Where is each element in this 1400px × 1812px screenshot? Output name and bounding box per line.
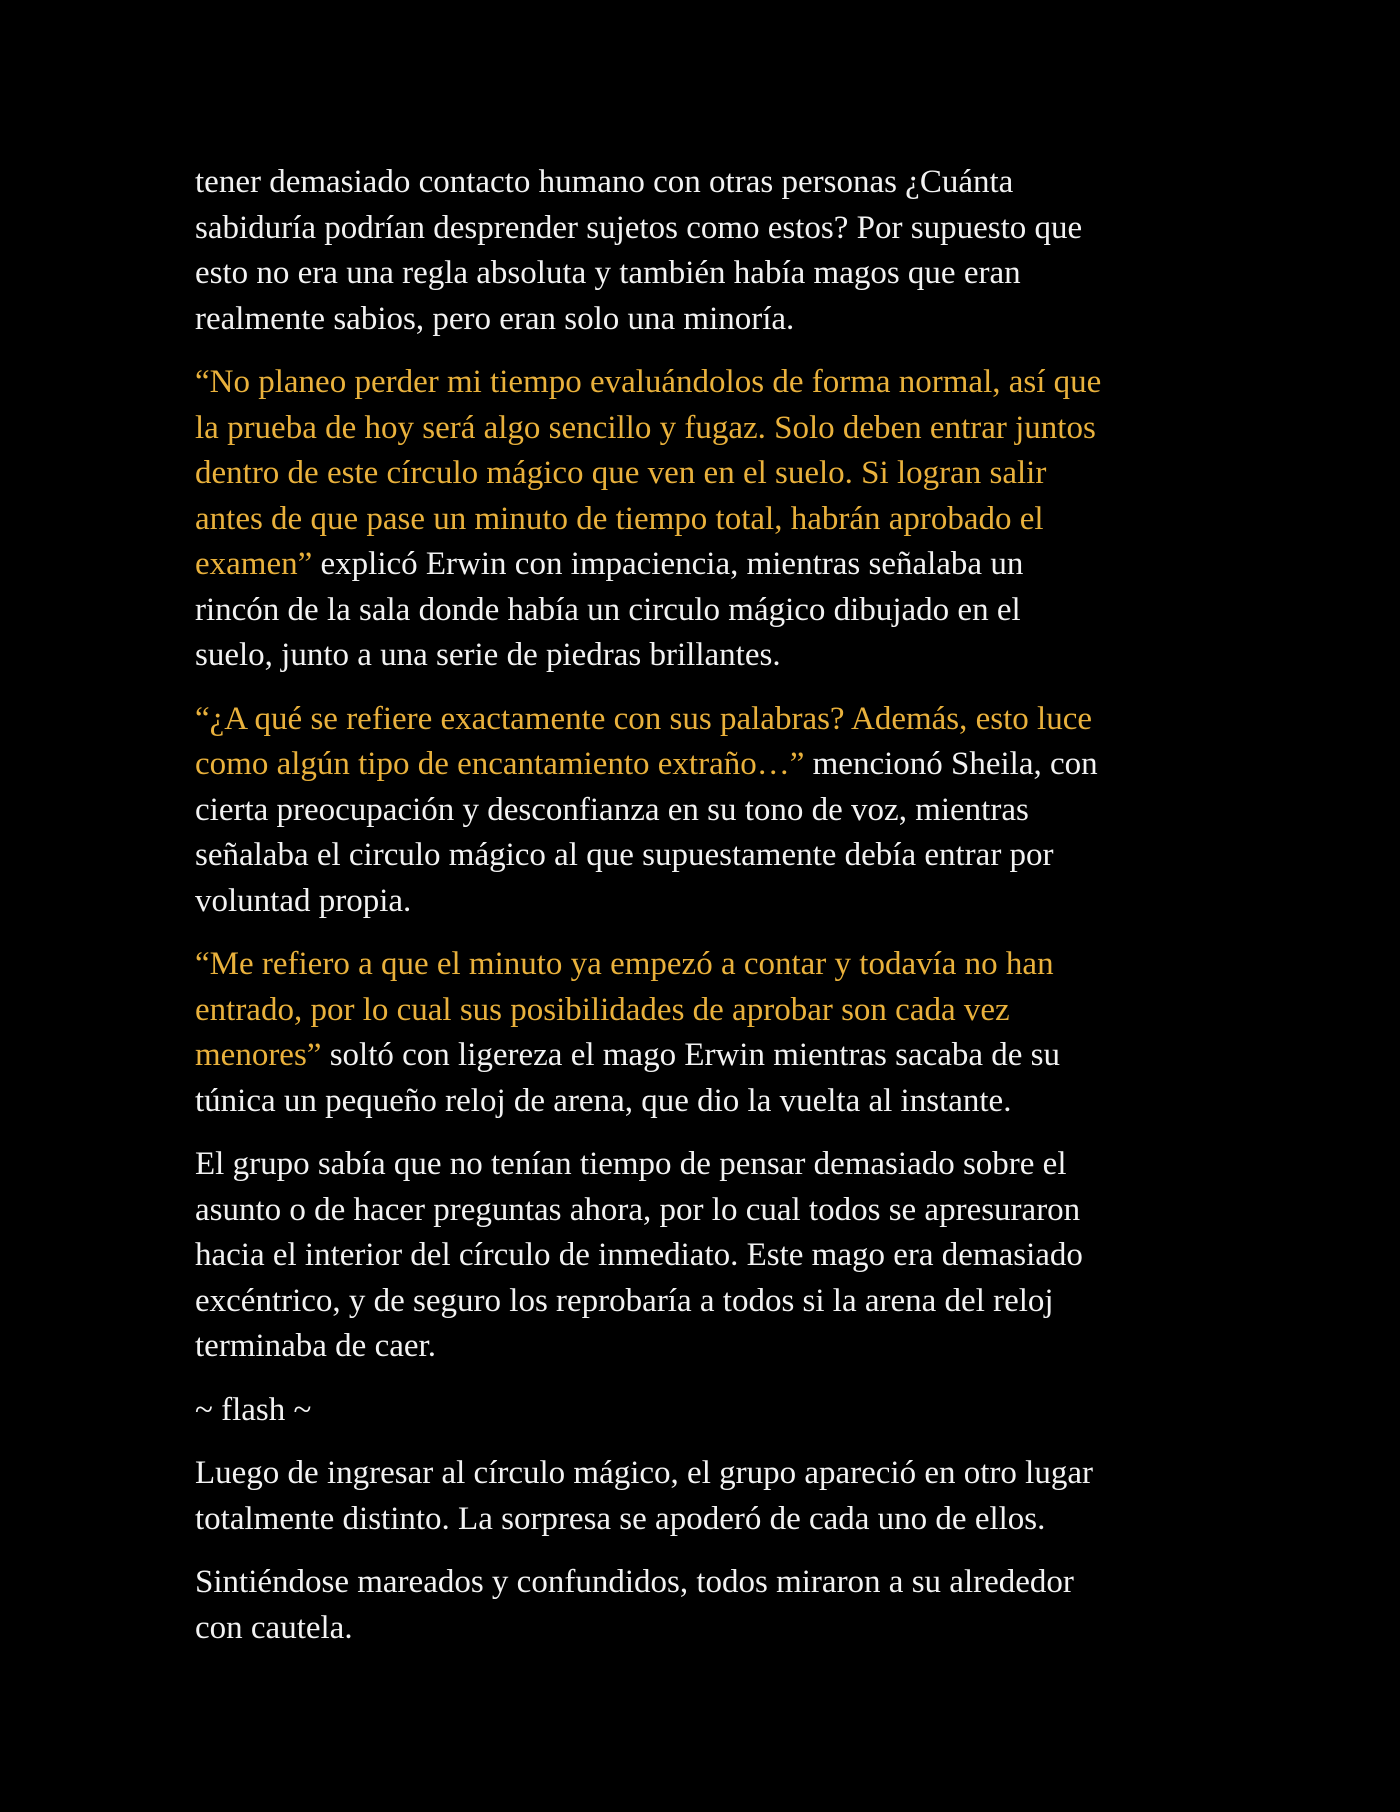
dialogue-text: “No planeo perder mi tiempo evaluándolos de forma normal, así que [195,364,1102,400]
narration-text: voluntad propia. [195,882,412,919]
narration-text: rincón de la sala donde había un circulo mágico dibujado en el [195,591,1021,628]
text-line [195,451,1215,497]
dialogue-text: “Me refiero a que el minuto ya empezó a contar y todavía no han [195,946,1054,982]
document-body [195,160,1215,1669]
narration-text: túnica un pequeño reloj de arena, que dio la vuelta al instante. [195,1082,1012,1119]
narration-text: terminaba de caer. [195,1328,436,1364]
text-line [195,360,1215,406]
text-line [195,1560,1215,1606]
narration-text: señalaba el circulo mágico al que supuestamente debía entrar por [195,837,1054,873]
text-line [195,1497,1215,1543]
dialogue-text: antes de que pase un minuto de tiempo total, habrán aprobado el [195,500,1044,537]
text-line [195,251,1215,297]
narration-text: esto no era una regla absoluta y también había magos que eran [195,255,1021,291]
narration-text: tener demasiado contacto humano con otras personas ¿Cuánta [195,164,1014,200]
text-line [195,697,1215,743]
narration-text: realmente sabios, pero eran solo una minoría. [195,300,795,337]
text-line [195,1233,1215,1279]
text-line [195,942,1215,988]
text-line [195,206,1215,252]
dialogue-text: dentro de este círculo mágico que ven en el suelo. Si logran salir [195,455,1047,491]
text-line [195,788,1215,834]
text-line [195,1033,1215,1079]
text-line [195,588,1215,634]
narration-text: soltó con ligereza el mago Erwin mientras sacaba de su [321,1037,1061,1073]
paragraph [195,360,1215,679]
dialogue-text: entrado, por lo cual sus posibilidades de aprobar son cada vez [195,991,1010,1028]
dialogue-text: “¿A qué se refiere exactamente con sus palabras? Además, esto luce [195,700,1093,737]
narration-text: mencionó Sheila, con [804,746,1098,782]
text-line [195,988,1215,1034]
narration-text: asunto o de hacer preguntas ahora, por lo cual todos se apresuraron [195,1191,1081,1228]
paragraph [195,942,1215,1124]
text-line [195,497,1215,543]
narration-text: Luego de ingresar al círculo mágico, el grupo apareció en otro lugar [195,1455,1093,1491]
narration-text: cierta preocupación y desconfianza en su tono de voz, mientras [195,791,1029,828]
text-line [195,633,1215,679]
narration-text: excéntrico, y de seguro los reprobaría a todos si la arena del reloj [195,1282,1054,1319]
text-line [195,1279,1215,1325]
narration-text: totalmente distinto. La sorpresa se apoderó de cada uno de ellos. [195,1500,1046,1537]
text-line [195,1079,1215,1125]
narration-text: suelo, junto a una serie de piedras brillantes. [195,637,781,673]
narration-text: explicó Erwin con impaciencia, mientras señalaba un [312,546,1024,582]
dialogue-text: como algún tipo de encantamiento extraño…” [195,746,805,782]
dialogue-text: menores” [195,1037,322,1073]
narration-text: ~ flash ~ [195,1391,312,1428]
dialogue-text: la prueba de hoy será algo sencillo y fugaz. Solo deben entrar juntos [195,409,1096,446]
paragraph [195,1560,1215,1651]
narration-text: Sintiéndose mareados y confundidos, todos miraron a su alrededor [195,1564,1074,1600]
narration-text: con cautela. [195,1609,353,1646]
narration-text: sabiduría podrían desprender sujetos como estos? Por supuesto que [195,209,1083,246]
paragraph [195,697,1215,925]
text-line [195,879,1215,925]
text-line [195,742,1215,788]
dialogue-text: examen” [195,546,313,582]
text-line [195,1324,1215,1370]
text-line [195,542,1215,588]
text-line [195,160,1215,206]
text-line [195,1142,1215,1188]
narration-text: El grupo sabía que no tenían tiempo de pensar demasiado sobre el [195,1146,1067,1182]
paragraph [195,1451,1215,1542]
paragraph [195,1142,1215,1370]
text-line [195,1388,1215,1434]
text-line [195,406,1215,452]
text-line [195,1188,1215,1234]
text-line [195,1451,1215,1497]
text-line [195,297,1215,343]
paragraph [195,1388,1215,1434]
paragraph [195,160,1215,342]
text-line [195,833,1215,879]
text-line [195,1606,1215,1652]
narration-text: hacia el interior del círculo de inmediato. Este mago era demasiado [195,1237,1083,1273]
